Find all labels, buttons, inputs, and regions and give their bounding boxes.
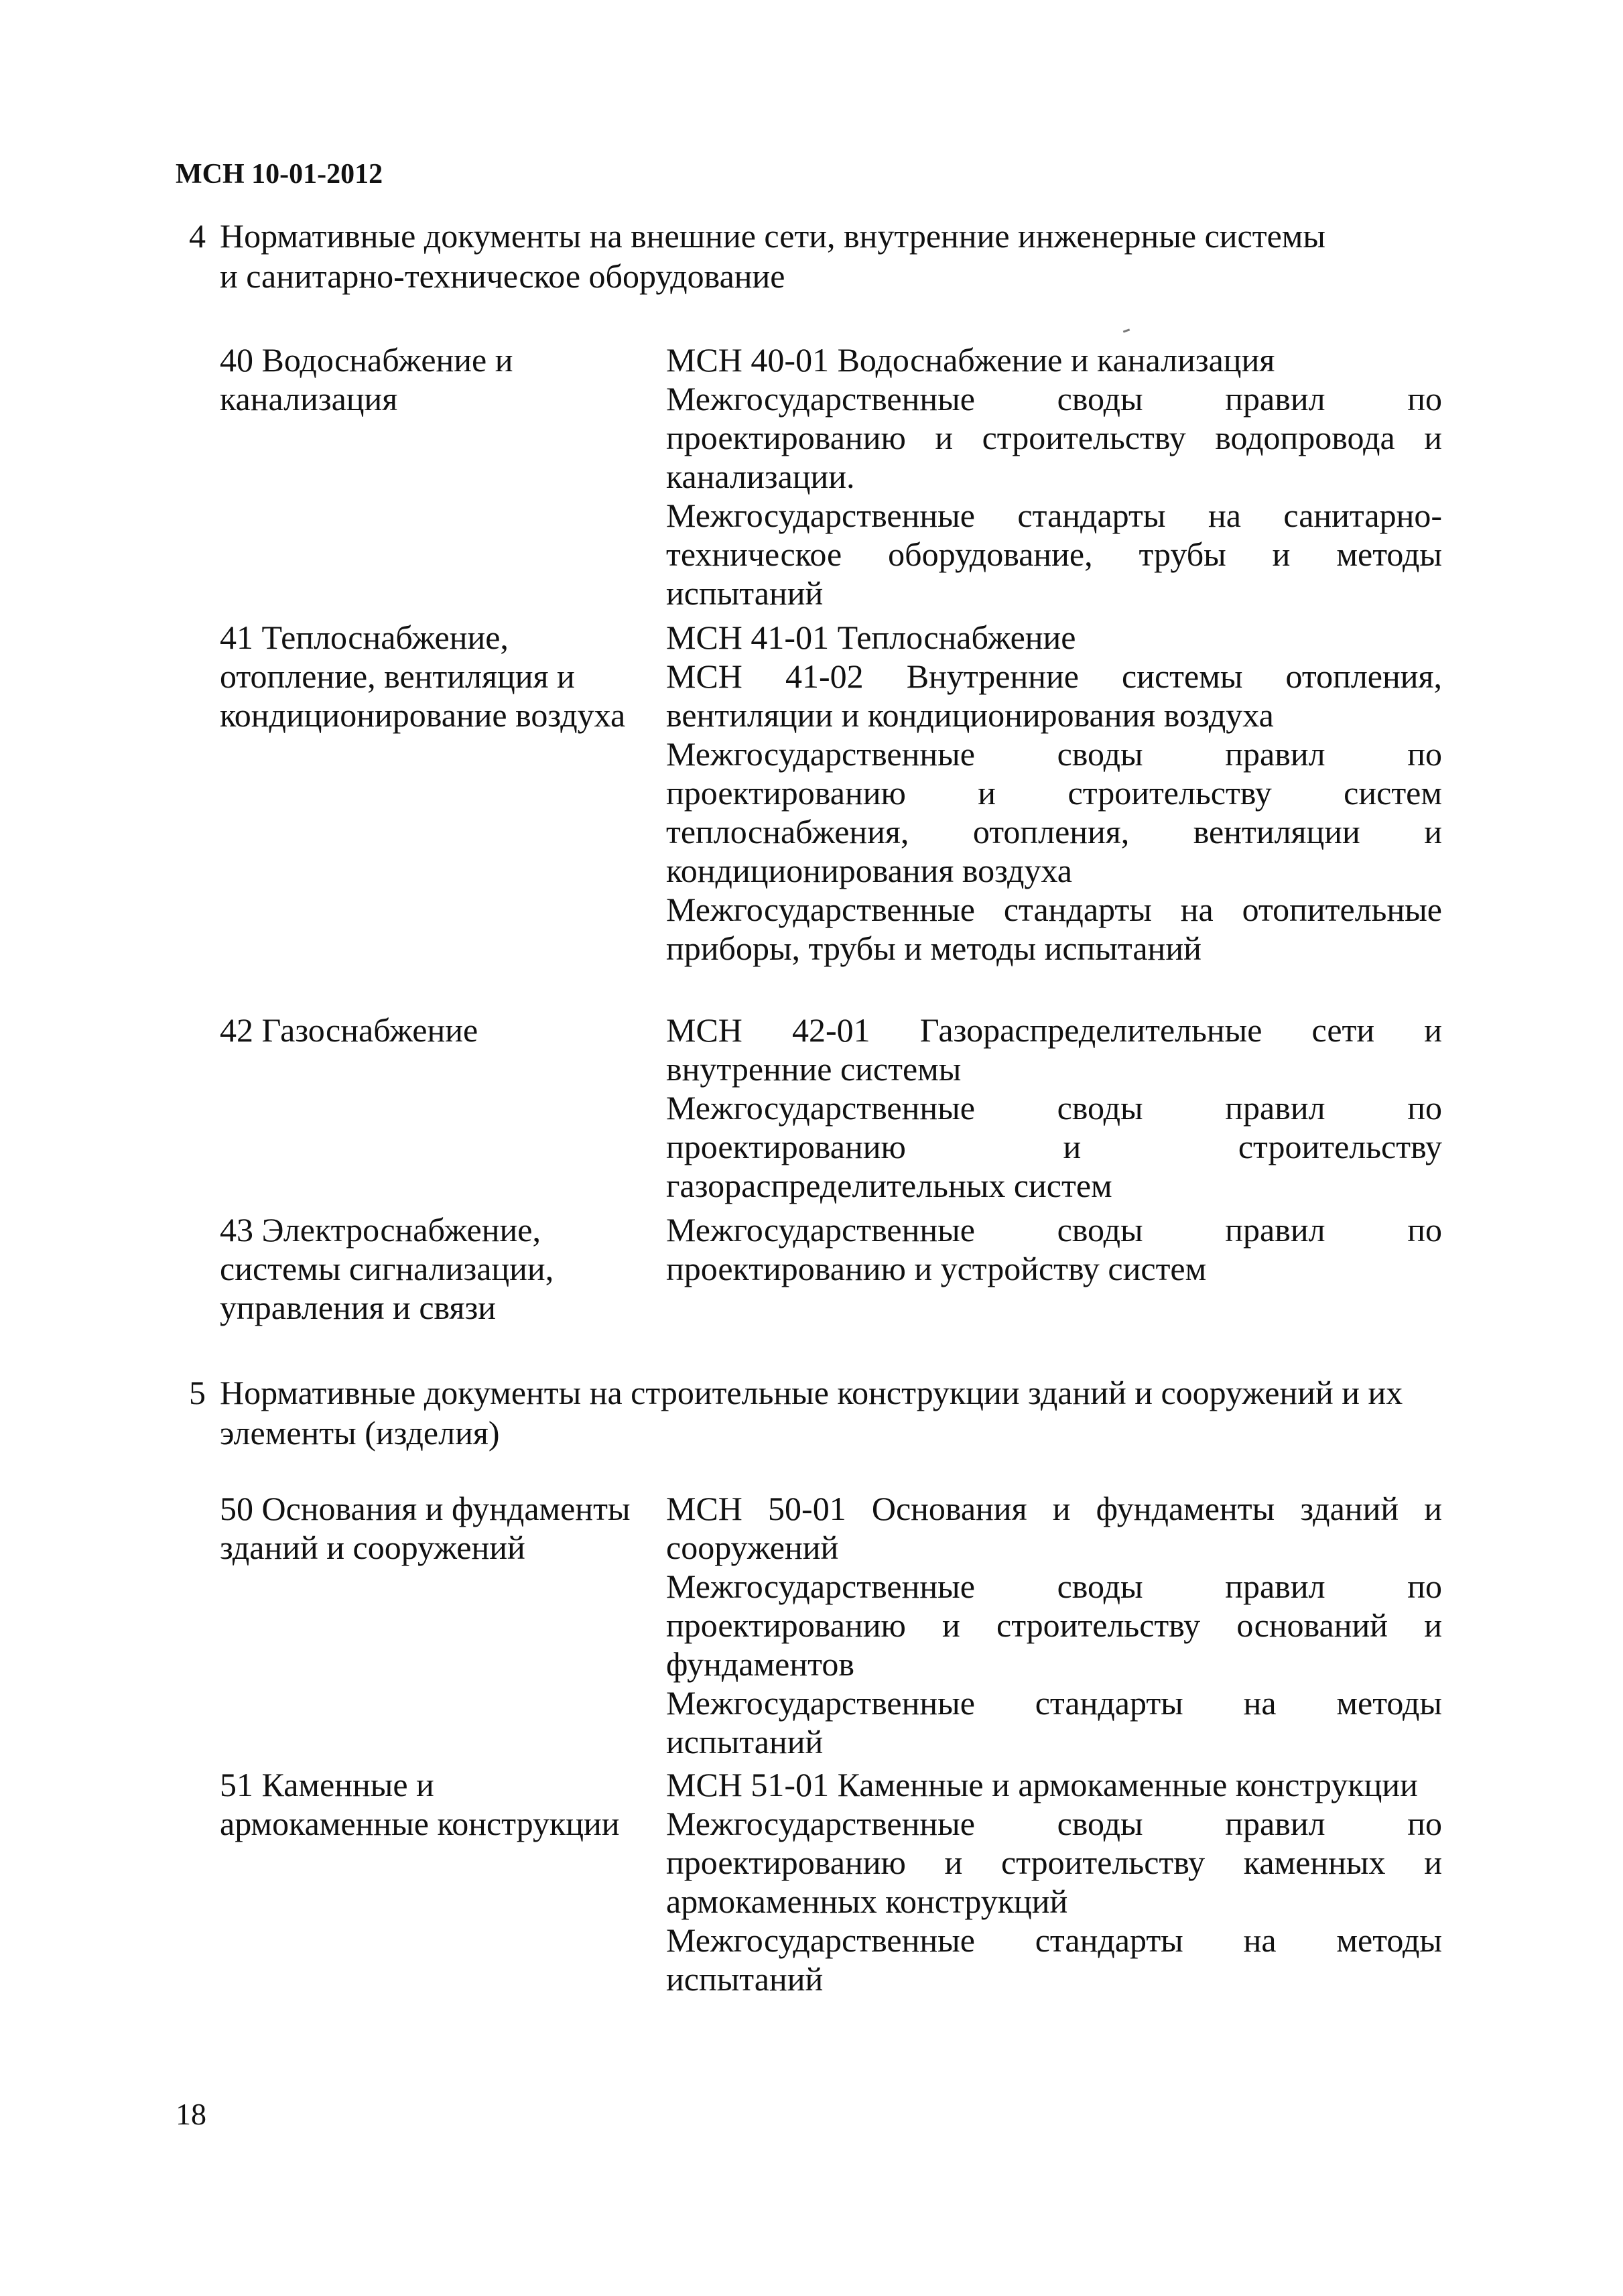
- entry-document: МСН 40-01 Водоснабжение и канализация: [666, 341, 1275, 379]
- section-title-line1: Нормативные документы на строительные конструкции зданий и сооружений и их: [220, 1374, 1403, 1411]
- entry-document: МСН 51-01 Каменные и армокаменные конструкции: [666, 1766, 1418, 1803]
- section-title-line2: элементы (изделия): [220, 1414, 500, 1452]
- entry-document: МСН 41-02 Внутренние системы отопления, вентиляции и кондиционирования воздуха: [666, 657, 1442, 734]
- entry-group: [220, 1210, 649, 1327]
- entry-document: Межгосударственные стандарты на методы испытаний: [666, 1684, 1442, 1761]
- entry-group-label: 43 Электроснабжение, системы сигнализации, управления и связи: [220, 1211, 554, 1326]
- entry-document: Межгосударственные стандарты на санитарно-техническое оборудование, трубы и методы испытаний: [666, 497, 1442, 612]
- entry-document: Межгосударственные своды правил по проектированию и строительству водопровода и канализации.: [666, 380, 1442, 495]
- entry-group-label: 42 Газоснабжение: [220, 1011, 478, 1049]
- entry-document: Межгосударственные своды правил по проектированию и строительству газораспределительных систем: [666, 1089, 1442, 1204]
- entry-documents: [666, 1011, 1442, 1205]
- entry-group: [220, 1489, 649, 1567]
- entry-documents: [666, 1765, 1442, 1998]
- section-title-line1: Нормативные документы на внешние сети, внутренние инженерные системы: [220, 217, 1326, 255]
- entry-group: [220, 618, 649, 735]
- entry-document: Межгосударственные стандарты на методы испытаний: [666, 1921, 1442, 1998]
- section-number: 5: [189, 1374, 206, 1411]
- entry-group-label: 41 Теплоснабжение, отопление, вентиляция и кондиционирование воздуха: [220, 619, 626, 734]
- entry-document: Межгосударственные своды правил по проектированию и строительству систем теплоснабжения, отопления, вентиляции и кондиционирования воздуха: [666, 735, 1442, 889]
- entry-group: [220, 340, 649, 418]
- entry-document: Межгосударственные своды правил по проектированию и строительству каменных и армокаменных конструкций: [666, 1805, 1442, 1920]
- scan-mark: [1123, 328, 1130, 332]
- entry-group-label: 50 Основания и фундаменты зданий и сооружений: [220, 1490, 631, 1566]
- entry-document: МСН 50-01 Основания и фундаменты зданий и сооружений: [666, 1490, 1442, 1566]
- section-heading: [189, 216, 1442, 296]
- entry-documents: [666, 618, 1442, 968]
- document-code: МСН 10-01-2012: [176, 159, 383, 190]
- section-number: 4: [189, 217, 206, 255]
- entry-documents: [666, 1489, 1442, 1761]
- entry-document: Межгосударственные стандарты на отопительные приборы, трубы и методы испытаний: [666, 891, 1442, 967]
- entry-group: [220, 1011, 649, 1049]
- entry-group-label: 40 Водоснабжение и канализация: [220, 341, 513, 418]
- entry-documents: [666, 340, 1442, 613]
- entry-group-label: 51 Каменные и армокаменные конструкции: [220, 1766, 620, 1842]
- section-heading: [189, 1373, 1442, 1453]
- page-number: 18: [176, 2097, 206, 2131]
- entry-document: МСН 41-01 Теплоснабжение: [666, 619, 1076, 656]
- entry-group: [220, 1765, 649, 1843]
- section-title-line2: и санитарно-техническое оборудование: [220, 257, 785, 295]
- entry-document: МСН 42-01 Газораспределительные сети и внутренние системы: [666, 1011, 1442, 1088]
- entry-document: Межгосударственные своды правил по проектированию и строительству оснований и фундаментов: [666, 1568, 1442, 1683]
- entry-documents: [666, 1210, 1442, 1288]
- entry-document: Межгосударственные своды правил по проектированию и устройству систем: [666, 1211, 1442, 1287]
